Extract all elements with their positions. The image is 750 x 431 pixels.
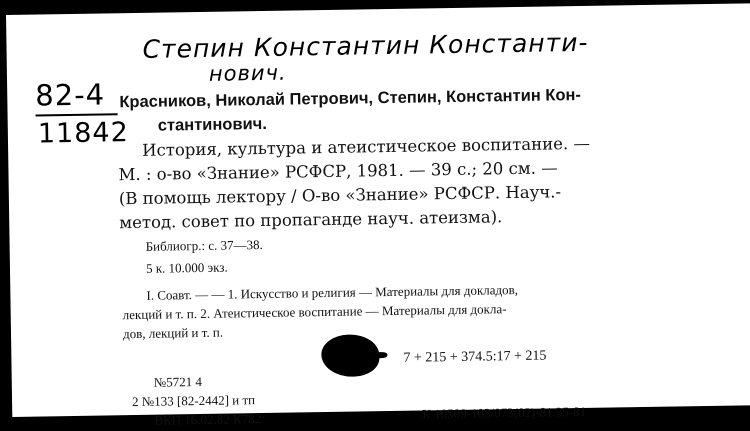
classification-index: 7 + 215 + 374.5:17 + 215 — [403, 348, 547, 366]
handwritten-class-code: 82-4 — [35, 77, 106, 113]
body-line2: М. : о-во «Знание» РСФСР, 1981. — 39 с.; 20 см. — — [118, 158, 558, 185]
body-line3: (В помощь лектору / О-во «Знание» РСФСР. Науч.- — [118, 182, 562, 209]
tracing-line1: I. Соавт. — — 1. Искусство и религия — Материалы для докладов, — [146, 281, 519, 303]
body-line1: История, культура и атеистическое воспитание. — — [141, 133, 591, 160]
bibliography-note: Библиогр.: с. 37—38. — [145, 236, 263, 254]
print-info: 2 №133 [82-2442] и тп — [131, 392, 256, 410]
heading-line1: Красников, Николай Петрович, Степин, Константин Кон- — [119, 85, 582, 112]
heading-line2: стантинович. — [157, 114, 268, 135]
body-line4: метод. совет по пропаганде науч. атеизма). — [119, 207, 503, 233]
catalog-card — [6, 3, 750, 428]
punch-hole — [321, 334, 380, 377]
handwritten-author-line1: Степин Константин Константи- — [142, 27, 589, 64]
tracing-line2: лекций и т. п. 2. Атеистическое воспитание — Материалы для докла- — [122, 301, 507, 323]
handwritten-author-line2: нович. — [208, 60, 287, 86]
order-number: №5721 4 — [153, 373, 203, 390]
tracing-line3: дов, лекций и т. п. — [122, 324, 224, 342]
publisher-index: К 10509-103/073(02)-81 35-81 — [422, 403, 587, 422]
class-code-underline — [36, 113, 118, 116]
handwritten-number: 11842 — [37, 117, 130, 150]
price-run-note: 5 к. 10.000 экз. — [145, 259, 228, 276]
vkp-line: ВКП 16.02.82 К782 — [154, 411, 262, 428]
